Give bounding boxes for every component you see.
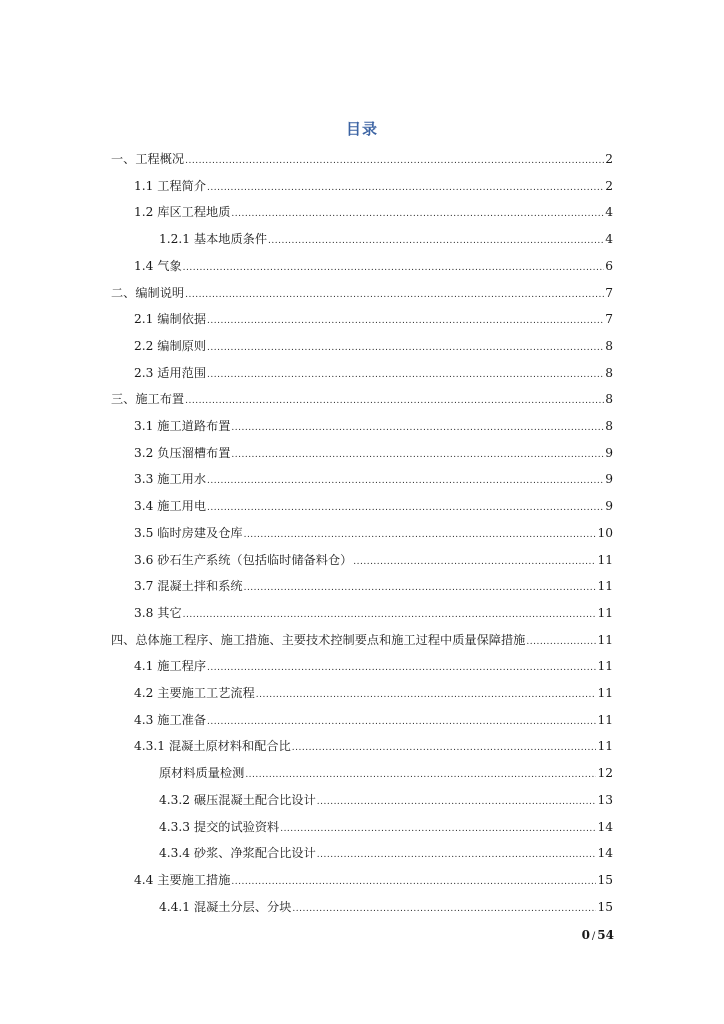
- toc-entry-page-number: 9: [605, 472, 613, 487]
- toc-entry[interactable]: [134, 871, 613, 889]
- toc-entry-label: 3.6 砂石生产系统（包括临时储备料仓）: [134, 552, 353, 567]
- toc-dot-leader: [207, 713, 596, 731]
- toc-entry-page-number: 2: [605, 178, 613, 193]
- toc-entry-label: 4.3.3 提交的试验资料: [159, 819, 280, 834]
- toc-entry-label: 4.3 施工准备: [134, 712, 207, 727]
- toc-entry-page-number: 2: [605, 152, 613, 166]
- toc-entry[interactable]: [159, 791, 613, 809]
- toc-dot-leader: [245, 766, 596, 784]
- toc-entry[interactable]: [159, 898, 613, 916]
- toc-entry-label: 四、总体施工程序、施工措施、主要技术控制要点和施工过程中质量保障措施: [111, 632, 526, 647]
- toc-dot-leader: [268, 232, 604, 250]
- toc-entry-page-number: 8: [605, 365, 613, 380]
- toc-dot-leader: [207, 339, 604, 357]
- toc-dot-leader: [244, 579, 597, 597]
- toc-dot-leader: [256, 686, 597, 704]
- toc-entry-label: 4.3.4 砂浆、净浆配合比设计: [159, 846, 316, 861]
- toc-dot-leader: [292, 900, 596, 918]
- toc-dot-leader: [292, 739, 597, 757]
- toc-entry-page-number: 11: [597, 686, 613, 700]
- toc-entry-page-number: 6: [605, 258, 613, 273]
- toc-entry[interactable]: [159, 844, 613, 862]
- toc-entry-label: 1.2.1 基本地质条件: [159, 232, 268, 247]
- toc-entry-page-number: 11: [597, 552, 613, 567]
- toc-entry-label: 1.2 库区工程地质: [134, 205, 231, 220]
- toc-entry[interactable]: [134, 497, 613, 515]
- toc-entry-page-number: 11: [597, 739, 613, 754]
- page-separator: /: [591, 931, 596, 942]
- toc-entry-page-number: 14: [597, 819, 613, 834]
- toc-entry-page-number: 15: [597, 899, 613, 914]
- toc-entry-page-number: 4: [605, 205, 613, 220]
- toc-entry[interactable]: [134, 310, 613, 328]
- toc-entry[interactable]: [134, 711, 613, 729]
- toc-dot-leader: [231, 205, 604, 223]
- toc-entry[interactable]: [111, 284, 613, 302]
- toc-entry-page-number: 9: [605, 445, 613, 460]
- toc-entry-label: 3.5 临时房建及仓库: [134, 525, 243, 540]
- toc-entry[interactable]: [134, 604, 613, 622]
- toc-dot-leader: [183, 259, 605, 277]
- toc-entry-label: 2.2 编制原则: [134, 338, 207, 353]
- toc-entry-label: 4.2 主要施工工艺流程: [134, 686, 255, 700]
- toc-entry-label: 4.3.1 混凝土原材料和配合比: [134, 739, 291, 754]
- toc-entry-page-number: 8: [605, 419, 613, 433]
- toc-entry-page-number: 8: [605, 392, 613, 407]
- toc-dot-leader: [207, 179, 604, 197]
- current-page-number: 0: [581, 928, 590, 942]
- toc-entry-page-number: 7: [605, 285, 613, 300]
- toc-entry-label: 原材料质量检测: [159, 766, 245, 781]
- toc-dot-leader: [317, 793, 597, 811]
- toc-entry[interactable]: [134, 684, 613, 702]
- toc-entry-label: 4.4 主要施工措施: [134, 872, 231, 887]
- toc-dot-leader: [185, 392, 604, 410]
- toc-entry-page-number: 13: [597, 792, 613, 807]
- toc-entry[interactable]: [134, 177, 613, 195]
- toc-entry[interactable]: [134, 524, 613, 542]
- toc-entry[interactable]: [111, 150, 613, 168]
- toc-entry-page-number: 11: [597, 579, 613, 594]
- toc-entry-page-number: 15: [597, 872, 613, 887]
- total-pages-number: 54: [597, 928, 614, 942]
- toc-entry[interactable]: [134, 470, 613, 488]
- toc-entry-page-number: 4: [605, 232, 613, 247]
- toc-entry-page-number: 11: [597, 632, 613, 647]
- toc-entry-label: 3.1 施工道路布置: [134, 419, 231, 433]
- toc-dot-leader: [353, 553, 596, 571]
- toc-entry[interactable]: [134, 203, 613, 221]
- toc-entry-page-number: 11: [597, 605, 613, 620]
- toc-entry-label: 三、施工布置: [111, 392, 185, 407]
- toc-dot-leader: [526, 633, 596, 651]
- toc-entry-label: 4.1 施工程序: [134, 659, 207, 674]
- toc-entry-label: 二、编制说明: [111, 285, 185, 300]
- toc-entry[interactable]: [111, 631, 613, 649]
- toc-dot-leader: [244, 526, 597, 544]
- page-number-footer: [582, 928, 614, 942]
- toc-dot-leader: [207, 659, 596, 677]
- toc-entry[interactable]: [159, 230, 613, 248]
- toc-entry-label: 2.1 编制依据: [134, 312, 207, 327]
- toc-entry-label: 1.4 气象: [134, 258, 182, 273]
- toc-entry-label: 4.3.2 碾压混凝土配合比设计: [159, 792, 316, 807]
- toc-entry[interactable]: [134, 257, 613, 275]
- toc-dot-leader: [231, 873, 596, 891]
- toc-entry-page-number: 11: [597, 659, 613, 674]
- toc-entry-label: 3.8 其它: [134, 605, 182, 620]
- toc-dot-leader: [207, 472, 604, 490]
- toc-entry-label: 2.3 适用范围: [134, 365, 207, 380]
- toc-entry[interactable]: [134, 417, 613, 435]
- toc-entry-label: 1.1 工程简介: [134, 178, 207, 193]
- toc-entry[interactable]: [111, 390, 613, 408]
- toc-entry[interactable]: [134, 364, 613, 382]
- toc-dot-leader: [231, 446, 604, 464]
- toc-entry[interactable]: [134, 657, 613, 675]
- toc-entry-page-number: 11: [597, 712, 613, 727]
- toc-dot-leader: [185, 152, 604, 170]
- toc-entry-label: 4.4.1 混凝土分层、分块: [159, 899, 292, 914]
- toc-dot-leader: [185, 286, 604, 304]
- toc-entry-label: 3.7 混凝土拌和系统: [134, 579, 243, 594]
- toc-dot-leader: [317, 846, 597, 864]
- toc-entry-label: 3.2 负压溜槽布置: [134, 445, 231, 460]
- toc-entry[interactable]: [159, 764, 613, 782]
- toc-dot-leader: [207, 312, 604, 330]
- toc-entry-page-number: 7: [605, 312, 613, 327]
- toc-entry-label: 3.3 施工用水: [134, 472, 207, 487]
- toc-dot-leader: [231, 419, 604, 437]
- toc-entry-label: 一、工程概况: [111, 152, 185, 166]
- toc-dot-leader: [207, 366, 604, 384]
- toc-entry-label: 3.4 施工用电: [134, 499, 207, 514]
- toc-entry[interactable]: [134, 577, 613, 595]
- toc-entry[interactable]: [134, 444, 613, 462]
- toc-dot-leader: [207, 499, 604, 517]
- toc-entry[interactable]: [134, 551, 613, 569]
- toc-title: 目录: [345, 120, 378, 138]
- toc-entry-page-number: 8: [605, 338, 613, 353]
- toc-entry-page-number: 12: [597, 766, 613, 781]
- toc-entry[interactable]: [134, 337, 613, 355]
- toc-dot-leader: [183, 606, 597, 624]
- toc-entry-page-number: 10: [597, 525, 613, 540]
- toc-entry-page-number: 9: [605, 499, 613, 514]
- toc-entry[interactable]: [134, 737, 613, 755]
- toc-dot-leader: [280, 820, 596, 838]
- toc-entry-page-number: 14: [597, 846, 613, 861]
- toc-entry[interactable]: [159, 818, 613, 836]
